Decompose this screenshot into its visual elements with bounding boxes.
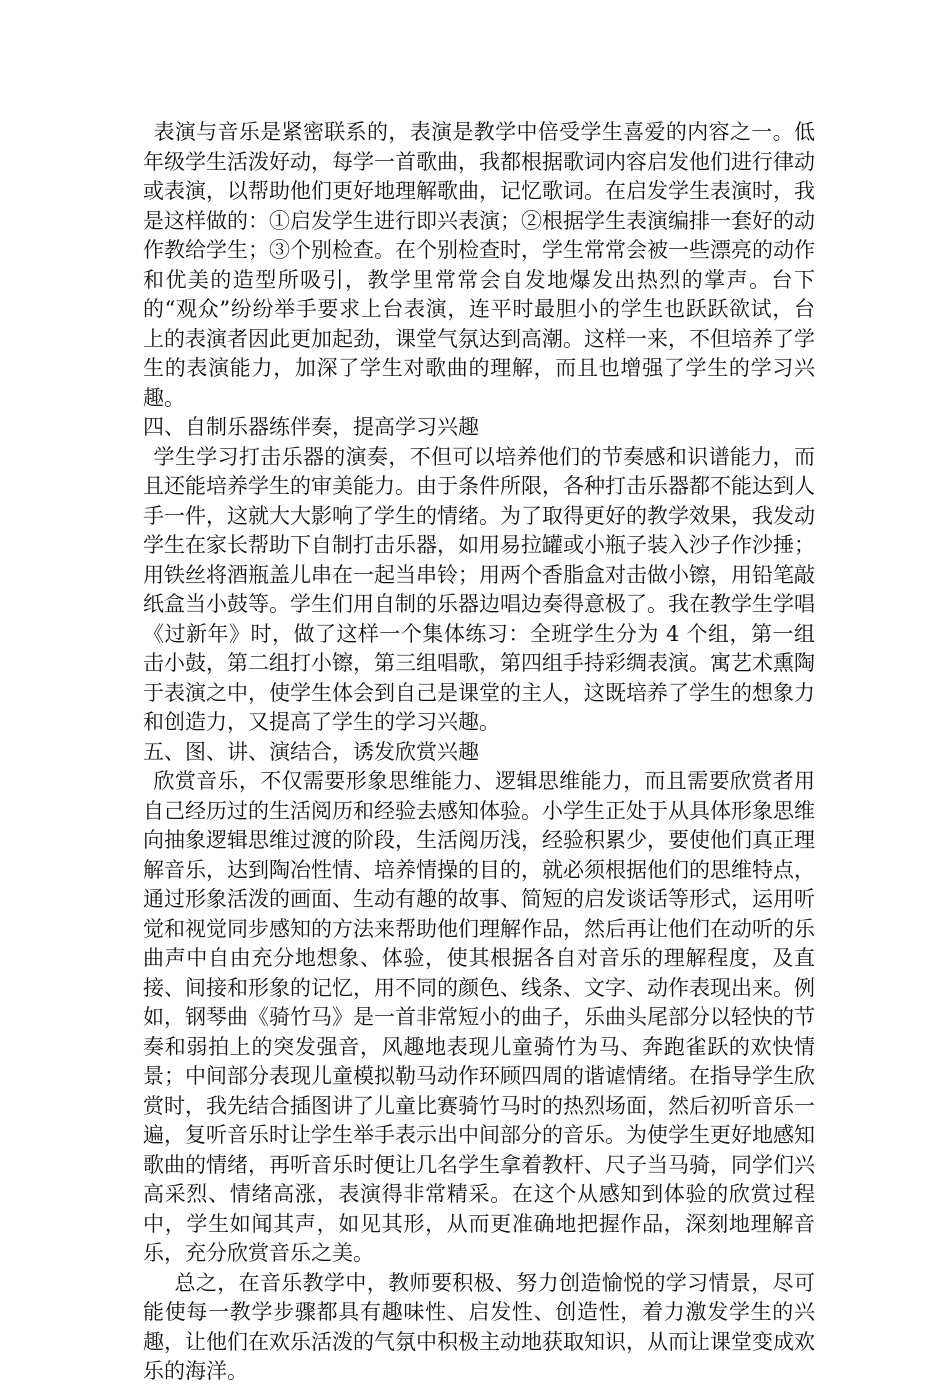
document-page (143, 118, 815, 1387)
paragraph-performance: 表演与音乐是紧密联系的，表演是教学中倍受学生喜爱的内容之一。低年级学生活泼好动，每学一首歌曲，我都根据歌词内容启发他们进行律动或表演，以帮助他们更好地理解歌曲，记忆歌词。在启发学生表演时，我是这样做的：①启发学生进行即兴表演；②根据学生表演编排一套好的动作教给学生；③个别检查。在个别检查时，学生常常会被一些漂亮的动作和优美的造型所吸引，教学里常常会自发地爆发出热烈的掌声。台下的“观众”纷纷举手要求上台表演，连平时最胆小的学生也跃跃欲试，台上的表演者因此更加起劲，课堂气氛达到高潮。这样一来，不但培养了学生的表演能力，加深了学生对歌曲的理解，而且也增强了学生的学习兴趣。 (143, 120, 815, 410)
section-heading-5: 五、图、讲、演结合，诱发欣赏兴趣 (143, 739, 479, 764)
paragraph-conclusion: 总之，在音乐教学中，教师要积极、努力创造愉悦的学习情景，尽可能使每一教学步骤都具有趣味性、启发性、创造性，着力激发学生的兴趣，让他们在欢乐活泼的气氛中积极主动地获取知识，从而让课堂变成欢乐的海洋。 (143, 1270, 815, 1383)
paragraph-appreciation: 欣赏音乐，不仅需要形象思维能力、逻辑思维能力，而且需要欣赏者用自己经历过的生活阅历和经验去感知体验。小学生正处于从具体形象思维向抽象逻辑思维过渡的阶段，生活阅历浅，经验积累少，要使他们真正理解音乐，达到陶冶性情、培养情操的目的，就必须根据他们的思维特点，通过形象活泼的画面、生动有趣的故事、简短的启发谈话等形式，运用听觉和视觉同步感知的方法来帮助他们理解作品，然后再让他们在动听的乐曲声中自由充分地想象、体验，使其根据各自对音乐的理解程度，及直接、间接和形象的记忆，用不同的颜色、线条、文字、动作表现出来。例如，钢琴曲《骑竹马》是一首非常短小的曲子，乐曲头尾部分以轻快的节奏和弱拍上的突发强音，风趣地表现儿童骑竹为马、奔跑雀跃的欢快情景；中间部分表现儿童模拟勒马动作环顾四周的谐谑情绪。在指导学生欣赏时，我先结合插图讲了儿童比赛骑竹马时的热烈场面，然后初听音乐一遍，复听音乐时让学生举手表示出中间部分的音乐。为使学生更好地感知歌曲的情绪，再听音乐时便让几名学生拿着教杆、尺子当马骑，同学们兴高采烈、情绪高涨，表演得非常精采。在这个从感知到体验的欣赏过程中，学生如闻其声，如见其形，从而更准确地把握作品，深刻地理解音乐，充分欣赏音乐之美。 (143, 769, 815, 1265)
section-heading-4: 四、自制乐器练伴奏，提高学习兴趣 (143, 415, 479, 439)
paragraph-instruments: 学生学习打击乐器的演奏，不但可以培养他们的节奏感和识谱能力，而且还能培养学生的审美能力。由于条件所限，各种打击乐器都不能达到人手一件，这就大大影响了学生的情绪。为了取得更好的教学效果，我发动学生在家长帮助下自制打击乐器，如用易拉罐或小瓶子装入沙子作沙捶；用铁丝将酒瓶盖儿串在一起当串铃；用两个香脂盒对击做小镲，用铅笔敲纸盒当小鼓等。学生们用自制的乐器边唱边奏得意极了。我在教学生学唱《过新年》时，做了这样一个集体练习：全班学生分为 4 个组，第一组击小鼓，第二组打小镲，第三组唱歌，第四组手持彩绸表演。寓艺术熏陶于表演之中，使学生体会到自己是课堂的主人，这既培养了学生的想象力和创造力，又提高了学生的学习兴趣。 (143, 444, 815, 734)
